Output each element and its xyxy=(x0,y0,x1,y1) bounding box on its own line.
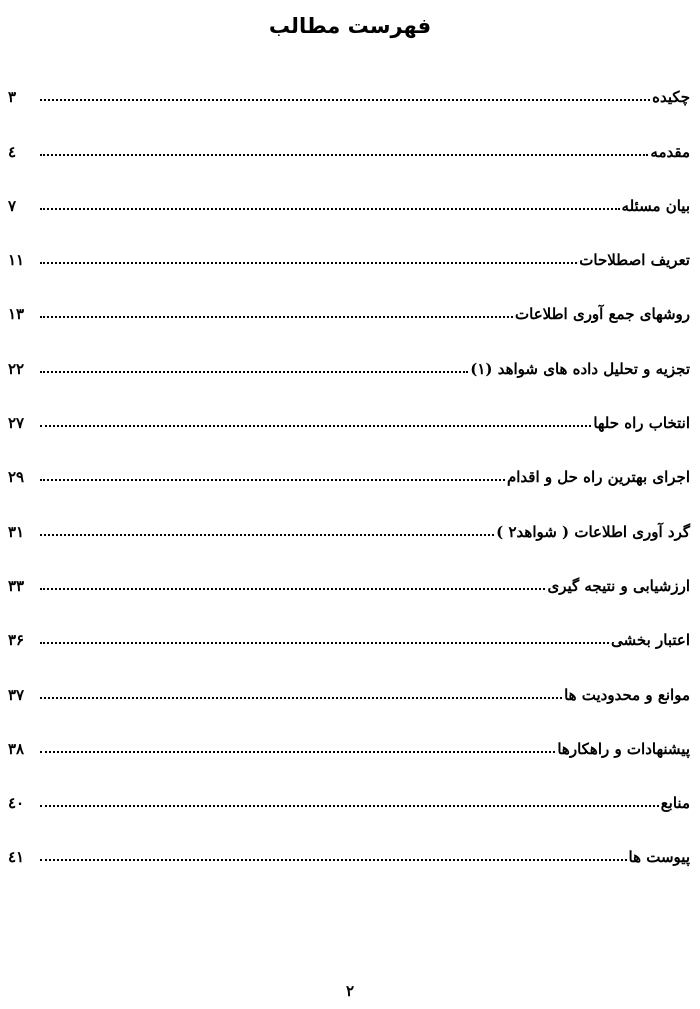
toc-entry-page: ٤۰ xyxy=(8,794,25,813)
toc-entry-label: تجزیه و تحلیل داده های شواهد (۱) xyxy=(470,359,690,378)
toc-entry-label: انتخاب راه حلها xyxy=(593,414,690,433)
toc-entry-label: بیان مسئله xyxy=(621,196,690,215)
dot-leader xyxy=(40,316,513,318)
dot-leader xyxy=(40,425,591,427)
toc-entry[interactable] xyxy=(8,382,690,436)
dot-leader xyxy=(40,99,650,101)
toc-entry[interactable] xyxy=(8,219,690,273)
toc-entry-label: ارزشیابی و نتیجه گیری xyxy=(547,576,690,595)
toc-entry-page: ۳۱ xyxy=(8,522,25,541)
toc-entry-label: پیوست ها xyxy=(628,848,690,867)
page-title: فهرست مطالب xyxy=(268,14,432,38)
dot-leader xyxy=(40,262,577,264)
toc-entry-label: روشهای جمع آوری اطلاعات xyxy=(515,305,690,324)
toc-entry[interactable] xyxy=(8,545,690,599)
dot-leader xyxy=(40,479,505,481)
toc-entry-label: تعریف اصطلاحات xyxy=(579,251,690,270)
toc-entry[interactable] xyxy=(8,327,690,381)
toc-entry-label: اجرای بهترین راه حل و اقدام xyxy=(506,468,690,487)
toc-entry-label: گرد آوری اطلاعات ( شواهد۲ ) xyxy=(496,522,690,541)
toc-entry-page: ٤ xyxy=(8,142,17,161)
toc-entry[interactable] xyxy=(8,273,690,327)
toc-entry[interactable] xyxy=(8,436,690,490)
toc-entry-page: ۲۷ xyxy=(8,414,25,433)
toc-entry-label: موانع و محدودیت ها xyxy=(564,685,690,704)
toc-entry-page: ۱۱ xyxy=(8,251,25,270)
toc-entry-label: چکیده xyxy=(652,88,690,107)
toc-entry[interactable] xyxy=(8,599,690,653)
table-of-contents xyxy=(8,56,690,870)
dot-leader xyxy=(40,751,555,753)
dot-leader xyxy=(40,208,620,210)
toc-entry-page: ۳ xyxy=(8,88,17,107)
toc-entry-page: ۷ xyxy=(8,196,17,215)
dot-leader xyxy=(40,371,468,373)
dot-leader xyxy=(40,154,648,156)
dot-leader xyxy=(40,697,562,699)
dot-leader xyxy=(40,859,627,861)
page-number: ۲ xyxy=(345,982,355,1000)
toc-entry-page: ٤۱ xyxy=(8,848,25,867)
toc-entry[interactable] xyxy=(8,762,690,816)
toc-entry[interactable] xyxy=(8,816,690,870)
toc-entry-page: ۳۷ xyxy=(8,685,25,704)
dot-leader xyxy=(40,588,545,590)
toc-entry[interactable] xyxy=(8,165,690,219)
toc-entry-page: ۳۳ xyxy=(8,576,25,595)
toc-entry-label: اعتبار بخشی xyxy=(611,631,690,650)
toc-entry[interactable] xyxy=(8,56,690,110)
toc-entry[interactable] xyxy=(8,110,690,164)
dot-leader xyxy=(40,642,609,644)
toc-entry[interactable] xyxy=(8,653,690,707)
dot-leader xyxy=(40,534,494,536)
toc-entry-page: ۲۲ xyxy=(8,359,25,378)
toc-entry-page: ۳۸ xyxy=(8,739,25,758)
dot-leader xyxy=(40,805,659,807)
toc-entry-page: ۳۶ xyxy=(8,631,25,650)
toc-entry-label: مقدمه xyxy=(650,142,690,161)
toc-entry-page: ۲۹ xyxy=(8,468,25,487)
toc-entry[interactable] xyxy=(8,708,690,762)
toc-entry-label: پیشنهادات و راهکارها xyxy=(557,739,690,758)
toc-entry-page: ۱۳ xyxy=(8,305,25,324)
toc-entry[interactable] xyxy=(8,490,690,544)
toc-entry-label: منابع xyxy=(660,794,690,813)
